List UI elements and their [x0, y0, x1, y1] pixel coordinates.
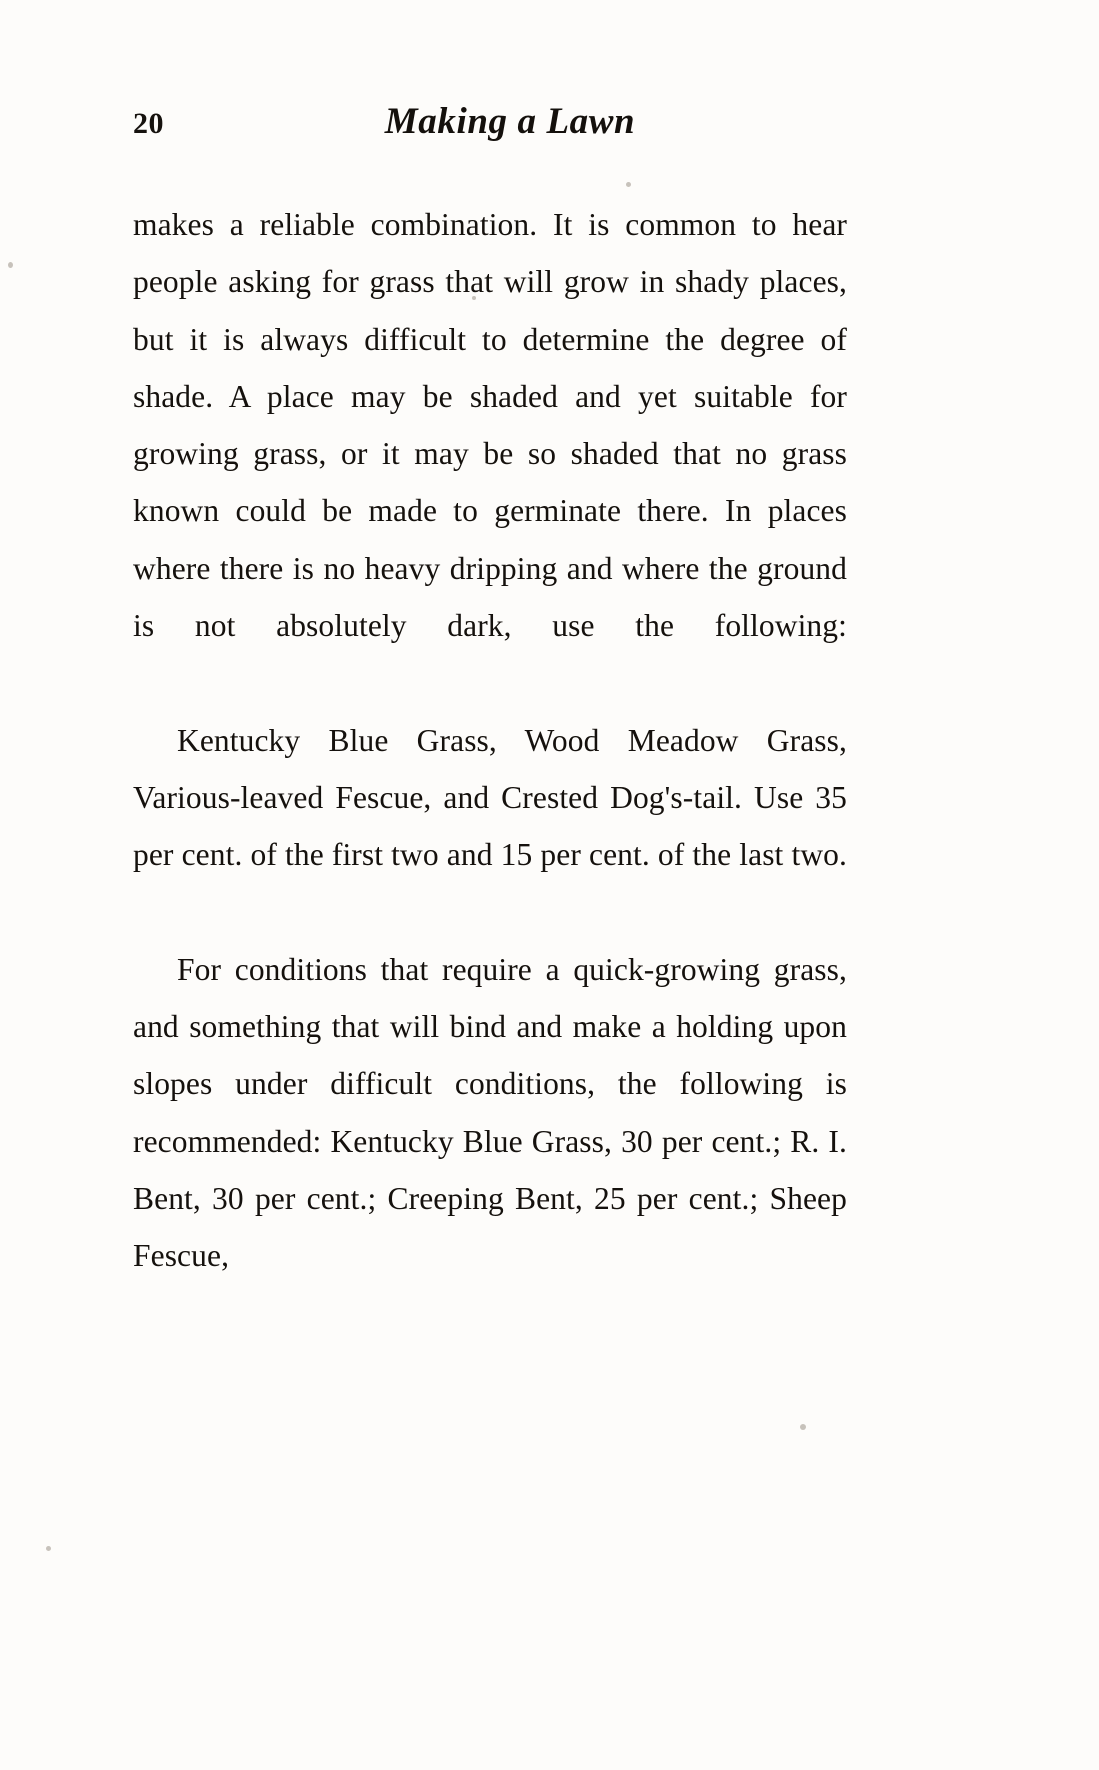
paragraph: Kentucky Blue Grass, Wood Meadow Grass, Various-leaved Fescue, and Crested Dog's-tail. Use 35 per cent. of the first two and 15 per cent. of the last two. — [133, 722, 847, 873]
paper-speck — [46, 1546, 51, 1551]
paragraph: makes a reliable combination. It is common to hear people asking for grass that will grow in shady places, but it is always difficult to determine the degree of shade. A place may be shaded and yet suitable for growing grass, or it may be so shaded that no grass known could be made to germinate there. In places where there is no heavy dripping and where the ground is not absolutely dark, use the following: — [133, 207, 847, 644]
paper-speck — [800, 1424, 806, 1430]
paper-speck — [8, 262, 13, 268]
page-header — [133, 100, 847, 162]
running-title: Making a Lawn — [384, 101, 636, 142]
paragraph: For conditions that require a quick-growing grass, and something that will bind and make a holding upon slopes under difficult conditions, the following is recommended: Kentucky Blue Grass, 30 per cent.; R. I. Bent, 30 per cent.; Creeping Bent, 25 per cent.; Sheep Fescue, — [133, 951, 847, 1274]
page-number: 20 — [133, 107, 164, 140]
page-content — [133, 100, 847, 1342]
body-text — [133, 196, 847, 1342]
